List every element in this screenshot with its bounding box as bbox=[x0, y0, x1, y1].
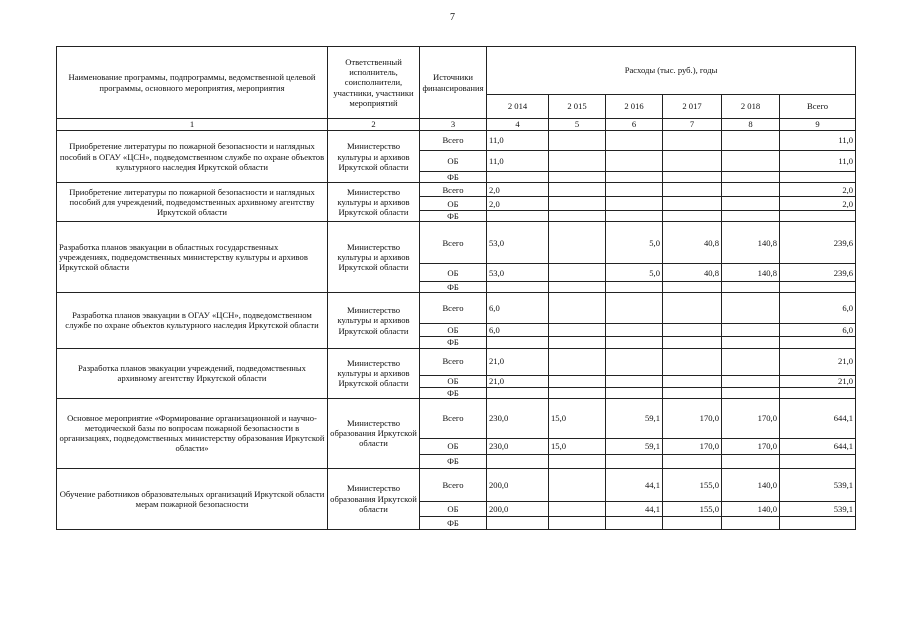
activity-name: Разработка планов эвакуации в ОГАУ «ЦСН», подведомственном службе по охране объектов культурного наследия Иркутской области bbox=[57, 293, 328, 348]
value-cell: 140,8 bbox=[722, 222, 780, 264]
value-cell bbox=[549, 183, 606, 197]
value-cell: 200,0 bbox=[487, 501, 549, 516]
source-label: ОБ bbox=[420, 501, 487, 516]
value-cell: 200,0 bbox=[487, 468, 549, 501]
value-cell bbox=[663, 211, 722, 222]
value-cell bbox=[663, 375, 722, 387]
value-cell bbox=[722, 293, 780, 324]
header-year: 2 016 bbox=[606, 95, 663, 119]
value-cell bbox=[549, 197, 606, 211]
activity-name: Основное мероприятие «Формирование организационной и научно-методической базы по вопросам пожарной безопасности в организациях, подведомственных министерству образования Иркутской области» bbox=[57, 398, 328, 468]
value-cell: 11,0 bbox=[487, 151, 549, 172]
value-cell bbox=[549, 348, 606, 375]
responsible-party: Министерство культуры и архивов Иркутской области bbox=[328, 183, 420, 222]
responsible-party: Министерство культуры и архивов Иркутской области bbox=[328, 222, 420, 293]
source-label: Всего bbox=[420, 398, 487, 438]
value-cell: 15,0 bbox=[549, 398, 606, 438]
source-label: ОБ bbox=[420, 197, 487, 211]
value-cell bbox=[549, 172, 606, 183]
value-cell bbox=[663, 183, 722, 197]
value-cell: 170,0 bbox=[663, 398, 722, 438]
source-label: ФБ bbox=[420, 282, 487, 293]
value-cell bbox=[549, 293, 606, 324]
source-label: ОБ bbox=[420, 324, 487, 337]
value-cell: 155,0 bbox=[663, 501, 722, 516]
source-label: ФБ bbox=[420, 516, 487, 529]
value-cell: 15,0 bbox=[549, 438, 606, 454]
expenses-table bbox=[56, 46, 856, 530]
value-cell bbox=[722, 454, 780, 468]
total-cell: 239,6 bbox=[780, 264, 856, 282]
value-cell: 40,8 bbox=[663, 264, 722, 282]
activity-name: Приобретение литературы по пожарной безопасности и наглядных пособий в ОГАУ «ЦСН», подведомственном службе по охране объектов культурного наследия Иркутской области bbox=[57, 131, 328, 183]
responsible-party: Министерство образования Иркутской области bbox=[328, 398, 420, 468]
value-cell bbox=[606, 282, 663, 293]
value-cell bbox=[487, 454, 549, 468]
value-cell: 230,0 bbox=[487, 398, 549, 438]
header-expenses: Расходы (тыс. руб.), годы bbox=[487, 47, 856, 95]
value-cell: 21,0 bbox=[487, 348, 549, 375]
value-cell bbox=[722, 387, 780, 398]
column-number: 3 bbox=[420, 119, 487, 131]
column-number: 7 bbox=[663, 119, 722, 131]
value-cell bbox=[549, 375, 606, 387]
header-responsible-column: Ответственный исполнитель, соисполнители, участники, участники мероприятий bbox=[328, 47, 420, 119]
source-label: Всего bbox=[420, 468, 487, 501]
header-source-column: Источники финансирования bbox=[420, 47, 487, 119]
source-label: ОБ bbox=[420, 151, 487, 172]
value-cell bbox=[663, 454, 722, 468]
value-cell bbox=[487, 387, 549, 398]
value-cell bbox=[606, 172, 663, 183]
value-cell bbox=[722, 211, 780, 222]
value-cell bbox=[606, 183, 663, 197]
column-number: 2 bbox=[328, 119, 420, 131]
total-cell: 21,0 bbox=[780, 375, 856, 387]
source-label: ОБ bbox=[420, 438, 487, 454]
value-cell bbox=[549, 264, 606, 282]
value-cell bbox=[722, 183, 780, 197]
value-cell bbox=[549, 151, 606, 172]
source-label: ФБ bbox=[420, 387, 487, 398]
page-number: 7 bbox=[450, 12, 455, 23]
responsible-party: Министерство образования Иркутской области bbox=[328, 468, 420, 529]
column-number: 8 bbox=[722, 119, 780, 131]
value-cell bbox=[549, 454, 606, 468]
source-label: Всего bbox=[420, 222, 487, 264]
value-cell bbox=[606, 131, 663, 151]
column-number: 6 bbox=[606, 119, 663, 131]
value-cell bbox=[722, 131, 780, 151]
value-cell bbox=[487, 211, 549, 222]
value-cell: 170,0 bbox=[722, 438, 780, 454]
total-cell: 644,1 bbox=[780, 438, 856, 454]
source-label: ОБ bbox=[420, 264, 487, 282]
total-cell: 539,1 bbox=[780, 468, 856, 501]
value-cell bbox=[722, 348, 780, 375]
value-cell: 170,0 bbox=[663, 438, 722, 454]
value-cell bbox=[606, 337, 663, 348]
total-cell bbox=[780, 337, 856, 348]
total-cell: 2,0 bbox=[780, 197, 856, 211]
total-cell: 239,6 bbox=[780, 222, 856, 264]
value-cell bbox=[606, 151, 663, 172]
value-cell bbox=[549, 282, 606, 293]
value-cell: 230,0 bbox=[487, 438, 549, 454]
value-cell: 170,0 bbox=[722, 398, 780, 438]
value-cell: 44,1 bbox=[606, 468, 663, 501]
total-cell: 11,0 bbox=[780, 131, 856, 151]
value-cell bbox=[549, 501, 606, 516]
value-cell bbox=[722, 172, 780, 183]
value-cell bbox=[606, 211, 663, 222]
value-cell bbox=[606, 516, 663, 529]
total-cell bbox=[780, 454, 856, 468]
value-cell bbox=[722, 516, 780, 529]
value-cell bbox=[487, 172, 549, 183]
total-cell bbox=[780, 172, 856, 183]
value-cell: 5,0 bbox=[606, 222, 663, 264]
value-cell bbox=[663, 337, 722, 348]
value-cell: 140,0 bbox=[722, 468, 780, 501]
value-cell bbox=[663, 324, 722, 337]
value-cell bbox=[722, 282, 780, 293]
value-cell: 2,0 bbox=[487, 183, 549, 197]
value-cell bbox=[663, 151, 722, 172]
column-number: 1 bbox=[57, 119, 328, 131]
source-label: Всего bbox=[420, 183, 487, 197]
value-cell bbox=[722, 151, 780, 172]
activity-name: Обучение работников образовательных организаций Иркутской области мерам пожарной безопасности bbox=[57, 468, 328, 529]
activity-name: Разработка планов эвакуации учреждений, подведомственных архивному агентству Иркутской области bbox=[57, 348, 328, 398]
value-cell: 140,0 bbox=[722, 501, 780, 516]
value-cell bbox=[663, 387, 722, 398]
column-number: 9 bbox=[780, 119, 856, 131]
value-cell bbox=[549, 516, 606, 529]
value-cell bbox=[663, 197, 722, 211]
source-label: Всего bbox=[420, 293, 487, 324]
source-label: ФБ bbox=[420, 454, 487, 468]
source-label: ФБ bbox=[420, 337, 487, 348]
value-cell bbox=[722, 324, 780, 337]
header-year: 2 017 bbox=[663, 95, 722, 119]
responsible-party: Министерство культуры и архивов Иркутской области bbox=[328, 348, 420, 398]
value-cell: 140,8 bbox=[722, 264, 780, 282]
value-cell bbox=[487, 337, 549, 348]
source-label: Всего bbox=[420, 131, 487, 151]
total-cell: 644,1 bbox=[780, 398, 856, 438]
value-cell bbox=[487, 516, 549, 529]
value-cell: 40,8 bbox=[663, 222, 722, 264]
value-cell bbox=[722, 337, 780, 348]
header-name-column: Наименование программы, подпрограммы, ведомственной целевой программы, основного мероприятия, мероприятия bbox=[57, 47, 328, 119]
value-cell: 21,0 bbox=[487, 375, 549, 387]
value-cell: 53,0 bbox=[487, 264, 549, 282]
total-cell: 6,0 bbox=[780, 324, 856, 337]
value-cell bbox=[549, 211, 606, 222]
header-total: Всего bbox=[780, 95, 856, 119]
value-cell bbox=[663, 172, 722, 183]
value-cell: 59,1 bbox=[606, 438, 663, 454]
value-cell bbox=[663, 293, 722, 324]
header-year: 2 014 bbox=[487, 95, 549, 119]
value-cell: 2,0 bbox=[487, 197, 549, 211]
value-cell bbox=[487, 282, 549, 293]
header-year: 2 015 bbox=[549, 95, 606, 119]
total-cell bbox=[780, 211, 856, 222]
value-cell bbox=[549, 131, 606, 151]
value-cell: 44,1 bbox=[606, 501, 663, 516]
value-cell bbox=[606, 197, 663, 211]
column-number: 4 bbox=[487, 119, 549, 131]
source-label: ФБ bbox=[420, 211, 487, 222]
value-cell bbox=[722, 375, 780, 387]
value-cell bbox=[606, 387, 663, 398]
value-cell: 11,0 bbox=[487, 131, 549, 151]
value-cell: 59,1 bbox=[606, 398, 663, 438]
total-cell bbox=[780, 282, 856, 293]
value-cell bbox=[606, 454, 663, 468]
source-label: ОБ bbox=[420, 375, 487, 387]
total-cell: 539,1 bbox=[780, 501, 856, 516]
header-year: 2 018 bbox=[722, 95, 780, 119]
total-cell bbox=[780, 516, 856, 529]
activity-name: Приобретение литературы по пожарной безопасности и наглядных пособий для учреждений, подведомственных архивному агентству Иркутской области bbox=[57, 183, 328, 222]
value-cell: 5,0 bbox=[606, 264, 663, 282]
total-cell bbox=[780, 387, 856, 398]
responsible-party: Министерство культуры и архивов Иркутской области bbox=[328, 293, 420, 348]
value-cell: 6,0 bbox=[487, 324, 549, 337]
value-cell bbox=[549, 337, 606, 348]
value-cell bbox=[606, 348, 663, 375]
value-cell bbox=[663, 282, 722, 293]
value-cell bbox=[722, 197, 780, 211]
total-cell: 2,0 bbox=[780, 183, 856, 197]
source-label: ФБ bbox=[420, 172, 487, 183]
total-cell: 6,0 bbox=[780, 293, 856, 324]
responsible-party: Министерство культуры и архивов Иркутской области bbox=[328, 131, 420, 183]
value-cell bbox=[549, 324, 606, 337]
activity-name: Разработка планов эвакуации в областных государственных учреждениях, подведомственных министерству культуры и архивов Иркутской области bbox=[57, 222, 328, 293]
value-cell bbox=[663, 516, 722, 529]
source-label: Всего bbox=[420, 348, 487, 375]
value-cell bbox=[606, 375, 663, 387]
value-cell bbox=[663, 131, 722, 151]
column-number: 5 bbox=[549, 119, 606, 131]
value-cell bbox=[663, 348, 722, 375]
value-cell bbox=[549, 387, 606, 398]
total-cell: 11,0 bbox=[780, 151, 856, 172]
value-cell: 155,0 bbox=[663, 468, 722, 501]
value-cell bbox=[549, 222, 606, 264]
value-cell bbox=[606, 324, 663, 337]
value-cell bbox=[549, 468, 606, 501]
value-cell: 53,0 bbox=[487, 222, 549, 264]
total-cell: 21,0 bbox=[780, 348, 856, 375]
value-cell bbox=[606, 293, 663, 324]
value-cell: 6,0 bbox=[487, 293, 549, 324]
